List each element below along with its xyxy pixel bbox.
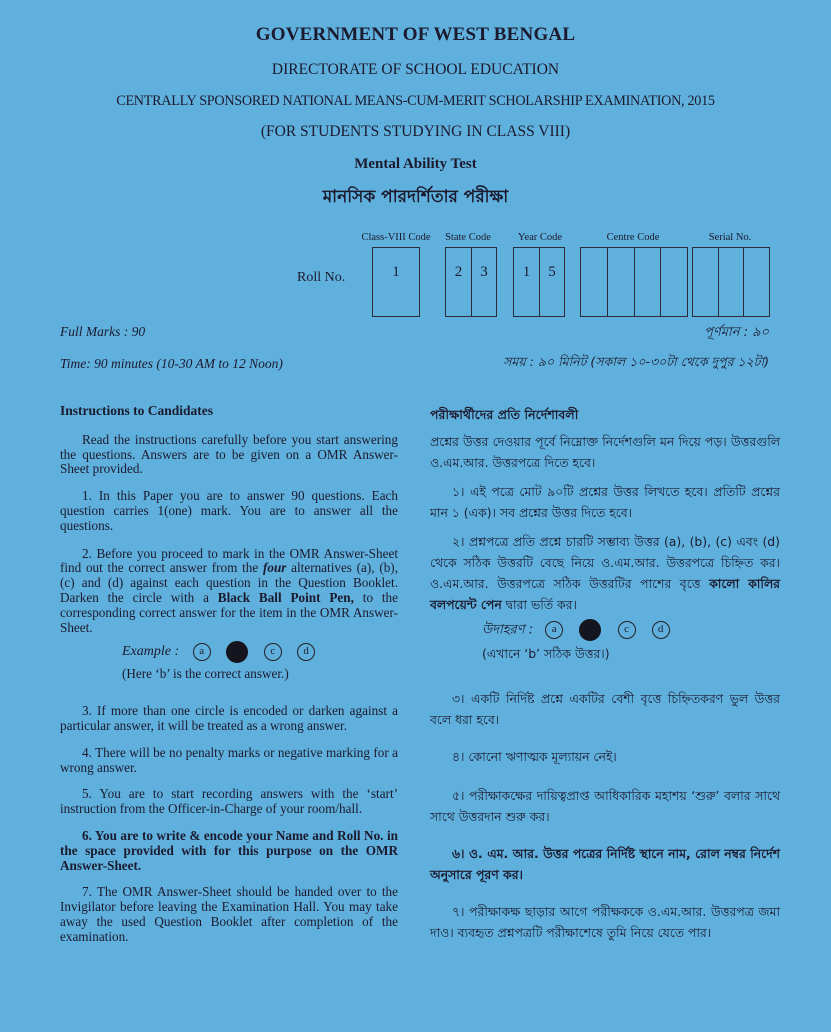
example-label-bengali: উদাহরণ : — [482, 622, 534, 638]
government-title: GOVERNMENT OF WEST BENGAL — [255, 24, 576, 45]
instruction-3-bengali: ৩। একটি নির্দিষ্ট প্রশ্নে একটির বেশী বৃত্তে চিহ্নিতকরণ ভুল উত্তর বলে ধরা হবে। — [430, 691, 780, 727]
exam-time: Time: 90 minutes (10-30 AM to 12 Noon) — [60, 356, 283, 371]
class-code-digit: 1 — [392, 263, 400, 280]
state-code-box[interactable] — [445, 247, 497, 317]
instruction-2-bengali: ২। প্রশ্নপত্রে প্রতি প্রশ্নে চারটি সম্ভাব্য উত্তর (a), (b), (c) এবং (d) থেকে সঠিক উত্তরটি বেছে নিয়ে ও.এম.আর. উত্তরপত্রে চিহ্নিত কর। ও.এম.আর. উত্তরপত্রে সঠিক উত্তরটির পাশের বৃত্তে কালো কালির বলপয়েন্ট পেন দ্বারা ভর্তি কর। — [430, 534, 780, 612]
instructions-title: Instructions to Candidates — [60, 403, 214, 418]
example-note: (Here ‘b’ is the correct answer.) — [122, 666, 289, 682]
roll-no-label: Roll No. — [297, 270, 346, 285]
serial-no-cell — [719, 248, 745, 316]
instructions-english — [60, 404, 398, 945]
centre-code-cell — [661, 248, 687, 316]
instruction-6-bengali: ৬। ও. এম. আর. উত্তর পত্রের নির্দিষ্ট স্থানে নাম, রোল নম্বর নির্দেশ অনুসারে পূরণ কর। — [430, 846, 780, 882]
instruction-2: 2. Before you proceed to mark in the OMR Answer-Sheet find out the correct answer from the four alternatives (a), (b), (c) and (d) against each question in the Question Booklet. Darken the circle with a Black Ball Point Pen, to the corresponding correct answer for the item in the OMR Answer-Sheet. — [60, 545, 399, 635]
serial-no-box[interactable] — [692, 247, 770, 317]
class-line: (FOR STUDENTS STUDYING IN CLASS VIII) — [260, 123, 571, 140]
instruction-3: 3. If more than one circle is encoded or darken against a particular answer, it will be treated as a wrong answer. — [60, 703, 398, 733]
state-code-label: State Code — [445, 232, 491, 243]
state-code-digit: 2 — [446, 248, 472, 316]
instruction-5-bengali: ৫। পরীক্ষাকক্ষের দায়িত্বপ্রাপ্ত আধিকারিক মহাশয় ‘শুরু’ বলার সাথে সাথে উত্তরদান শুরু কর। — [430, 788, 780, 824]
directorate-title: DIRECTORATE OF SCHOOL EDUCATION — [271, 61, 560, 78]
example-row — [60, 641, 398, 663]
instruction-5: 5. You are to start recording answers with the ‘start’ instruction from the Officer-in-Charge of your room/hall. — [60, 786, 398, 817]
serial-no-cell — [744, 248, 769, 316]
test-name-bengali: মানসিক পারদর্শিতার পরীক্ষা — [322, 187, 509, 207]
serial-no-cell — [693, 248, 719, 316]
option-b-filled-circle — [579, 619, 601, 641]
instruction-1-bengali: ১। এই পত্রে মোট ৯০টি প্রশ্নের উত্তর লিখতে হবে। প্রতিটি প্রশ্নের মান ১ (এক)। সব প্রশ্নের উত্তর দিতে হবে। — [430, 484, 780, 520]
full-marks-bengali: পূর্ণমান : ৯০ — [704, 325, 769, 340]
instruction-1: 1. In this Paper you are to answer 90 questions. Each question carries 1(one) mark. You are to answer all the questions. — [60, 488, 398, 533]
instruction-7-bengali: ৭। পরীক্ষাকক্ষ ছাড়ার আগে পরীক্ষককে ও.এম.আর. উত্তরপত্র জমা দাও। ব্যবহৃত প্রশ্নপত্রটি পরীক্ষাশেষে তুমি নিয়ে যেতে পার। — [430, 904, 780, 940]
option-a-circle: a — [545, 621, 563, 639]
serial-no-label: Serial No. — [708, 232, 752, 243]
exam-time-bengali: সময় : ৯০ মিনিট (সকাল ১০-৩০টা থেকে দুপুর ১২টা) — [503, 354, 769, 369]
centre-code-box[interactable] — [580, 247, 688, 317]
instruction-6: 6. You are to write & encode your Name and Roll No. in the space provided with for this purpose on the OMR Answer-Sheet. — [60, 827, 398, 873]
instructions-bengali — [430, 404, 780, 943]
class-code-box[interactable] — [372, 247, 420, 317]
example-note-bengali: (এখানে ‘b’ সঠিক উত্তর।) — [482, 646, 610, 661]
centre-code-label: Centre Code — [606, 232, 660, 243]
option-c-circle: c — [618, 621, 636, 639]
instruction-intro: Read the instructions carefully before you start answering the questions. Answers are to be given on a OMR Answer-Sheet provided. — [60, 431, 398, 477]
option-d-circle: d — [297, 643, 315, 661]
example-row-bengali — [430, 619, 780, 641]
test-name: Mental Ability Test — [354, 156, 477, 172]
full-marks: Full Marks : 90 — [60, 324, 146, 339]
instruction-7: 7. The OMR Answer-Sheet should be handed over to the Invigilator before leaving the Examination Hall. You may take away the used Question Booklet after completion of the examination. — [60, 884, 398, 944]
centre-code-cell — [635, 248, 662, 316]
year-code-digit: 5 — [548, 263, 556, 280]
option-d-circle: d — [652, 621, 670, 639]
class-code-label: Class-VIII Code — [361, 232, 431, 243]
example-label: Example : — [122, 644, 180, 660]
option-a-circle: a — [193, 643, 211, 661]
instruction-4-bengali: ৪। কোনো ঋণাত্মক মূল্যায়ন নেই। — [452, 749, 617, 764]
centre-code-cell — [581, 248, 608, 316]
instructions-title-bengali: পরীক্ষার্থীদের প্রতি নির্দেশাবলী — [430, 407, 579, 422]
exam-title: CENTRALLY SPONSORED NATIONAL MEANS-CUM-MERIT SCHOLARSHIP EXAMINATION, 2015 — [116, 93, 715, 109]
year-code-label: Year Code — [517, 232, 563, 243]
centre-code-cell — [608, 248, 635, 316]
state-code-digit: 3 — [480, 263, 488, 280]
instruction-4: 4. There will be no penalty marks or negative marking for a wrong answer. — [60, 744, 398, 775]
year-code-digit: 1 — [514, 248, 540, 316]
option-c-circle: c — [264, 643, 282, 661]
option-b-filled-circle — [226, 641, 248, 663]
instruction-intro-bengali: প্রশ্নের উত্তর দেওয়ার পূর্বে নিম্নোক্ত নির্দেশগুলি মন দিয়ে পড়। উত্তরগুলি ও.এম.আর. উত্তরপত্রে দিতে হবে। — [430, 434, 780, 470]
year-code-box[interactable] — [513, 247, 565, 317]
